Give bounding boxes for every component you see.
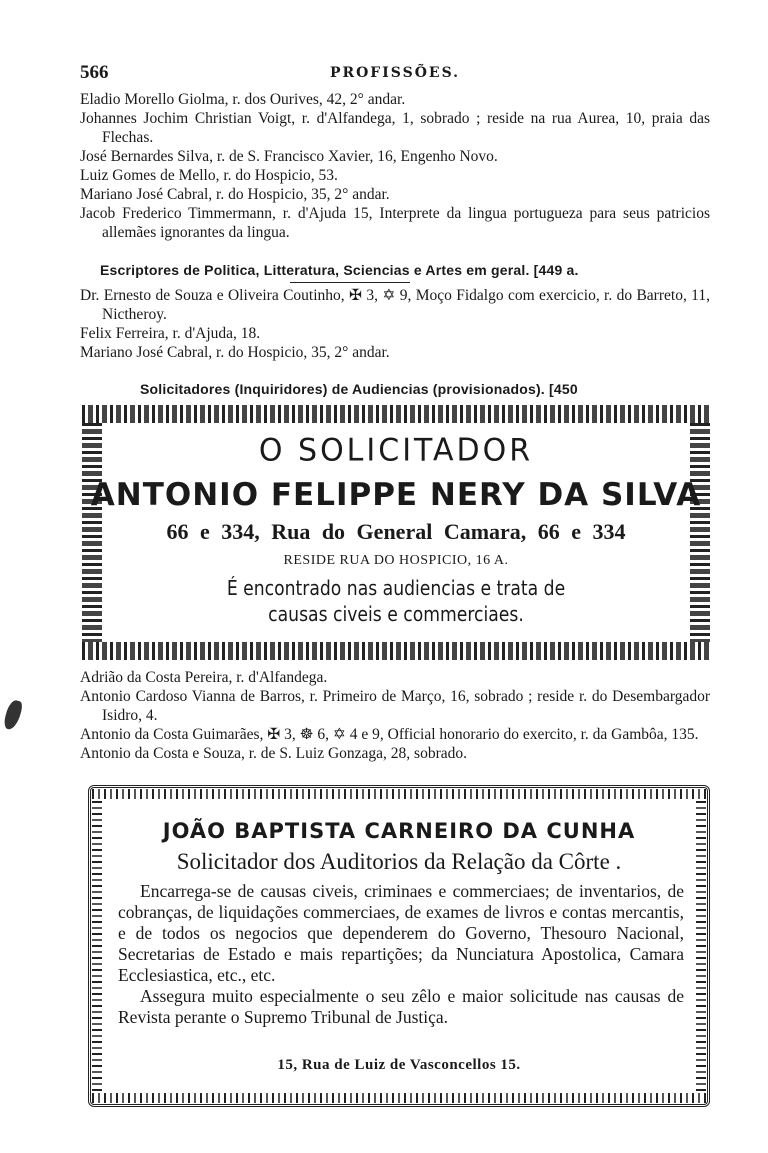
advertisement-joao-baptista <box>88 785 710 1107</box>
list-item: Adrião da Costa Pereira, r. d'Alfandega. <box>80 669 328 686</box>
ornamental-border <box>82 405 710 423</box>
ad-residence: RESIDE RUA DO HOSPICIO, 16 A. <box>283 553 509 568</box>
ornamental-border <box>92 789 706 799</box>
running-head: PROFISSÕES. <box>329 65 461 81</box>
list-item: José Bernardes Silva, r. de S. Francisco Xavier, 16, Engenho Novo. <box>80 148 498 165</box>
ornamental-border <box>92 801 102 1091</box>
list-item: Antonio da Costa e Souza, r. de S. Luiz Gonzaga, 28, sobrado. <box>80 745 467 762</box>
list-item: Felix Ferreira, r. d'Ajuda, 18. <box>80 325 261 342</box>
ad-title: O SOLICITADOR <box>258 432 534 469</box>
section-heading-writers: Escriptores de Politica, Litteratura, Sciencias e Artes em geral. [449 a. <box>100 262 579 278</box>
ink-smudge <box>2 699 23 732</box>
ornamental-border <box>696 801 706 1091</box>
ad-paragraph: Assegura muito especialmente o seu zêlo e maior solicitude nas causas de Revista perante o Supremo Tribunal de Justiça. <box>118 986 684 1027</box>
ad-address: 15, Rua de Luiz de Vasconcellos 15. <box>277 1057 521 1073</box>
entries-top <box>80 90 710 242</box>
list-item: Antonio da Costa Guimarães, ✠ 3, ☸ 6, ✡ 4 e 9, Official honorario do exercito, r. da Gambôa, 135. <box>80 726 699 743</box>
list-item: Johannes Jochim Christian Voigt, r. d'Alfandega, 1, sobrado ; reside na rua Aurea, 10, praia das Flechas. <box>80 110 710 146</box>
list-item: Eladio Morello Giolma, r. dos Ourives, 42, 2° andar. <box>80 91 406 108</box>
ornamental-border <box>82 642 710 660</box>
ornamental-border <box>92 1093 706 1103</box>
entries-middle <box>80 668 710 763</box>
entries-writers <box>80 286 710 362</box>
ad-title: JOÃO BAPTISTA CARNEIRO DA CUNHA <box>162 819 636 843</box>
divider <box>290 282 410 283</box>
page-header <box>80 62 710 88</box>
ad-paragraph: Encarrega-se de causas civeis, criminaes e commerciaes; de inventarios, de cobranças, de liquidações commerciaes, de exames de livros e contas mercantis, e de todos os negocios que dependerem do Governo, Thesouro Nacional, Secretarias de Estado e mais repartições; da Nunciatura Apostolica, Camara Ecclesiastica, etc., etc. <box>118 881 684 985</box>
ad-body <box>118 881 684 1028</box>
page-number: 566 <box>80 62 109 83</box>
list-item: Jacob Frederico Timmermann, r. d'Ajuda 15, Interprete da lingua portugueza para seus patricios allemães ignorantes da lingua. <box>80 205 710 241</box>
ad-description: É encontrado nas audiencias e trata de causas civeis e commerciaes. <box>226 576 566 626</box>
advertisement-solicitador <box>82 405 710 660</box>
ad-address: 66 e 334, Rua do General Camara, 66 e 334 <box>166 519 626 544</box>
list-item: Luiz Gomes de Mello, r. do Hospicio, 53. <box>80 167 338 184</box>
ad-subtitle: Solicitador dos Auditorios da Relação da Côrte . <box>176 849 622 874</box>
list-item: Antonio Cardoso Vianna de Barros, r. Primeiro de Março, 16, sobrado ; reside r. do Desembargador Isidro, 4. <box>80 688 710 724</box>
list-item: Dr. Ernesto de Souza e Oliveira Coutinho, ✠ 3, ✡ 9, Moço Fidalgo com exercicio, r. do Barreto, 11, Nictheroy. <box>80 287 710 323</box>
list-item: Mariano José Cabral, r. do Hospicio, 35, 2° andar. <box>80 186 390 203</box>
list-item: Mariano José Cabral, r. do Hospicio, 35, 2° andar. <box>80 344 390 361</box>
section-heading-solicitors: Solicitadores (Inquiridores) de Audiencias (provisionados). [450 <box>140 381 578 397</box>
ad-name: ANTONIO FELIPPE NERY DA SILVA <box>90 477 702 513</box>
